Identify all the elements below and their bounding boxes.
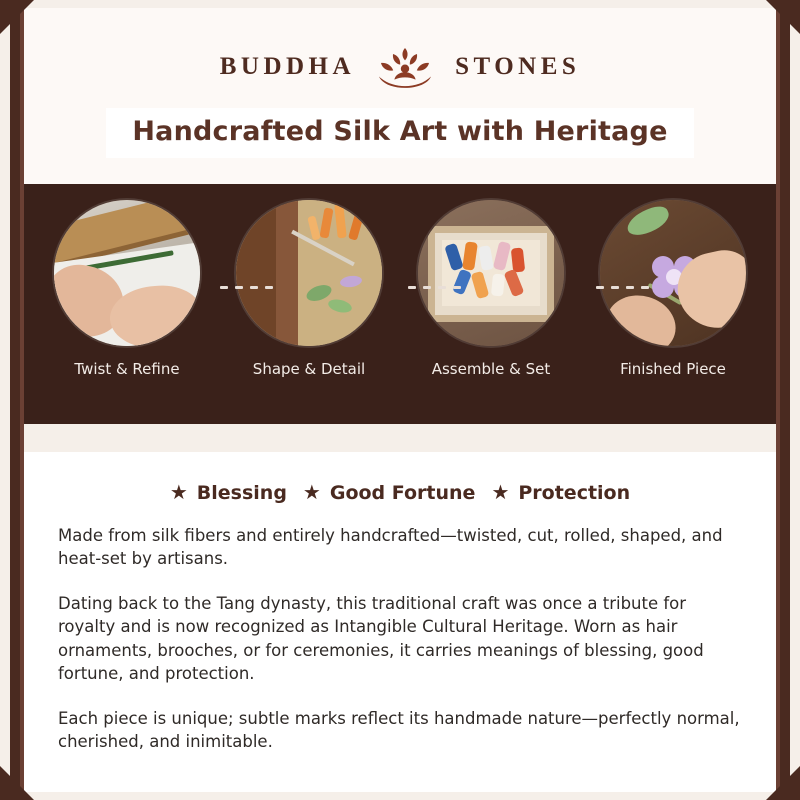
step-image-finished-piece [600, 200, 746, 346]
process-steps-strip [24, 184, 776, 424]
corner-bevel-top-left [0, 0, 34, 34]
step-label: Twist & Refine [74, 360, 180, 378]
step-connector-dots [220, 286, 273, 289]
content-area [24, 8, 776, 792]
benefit-label: Protection [518, 482, 631, 504]
brand-word-right: STONES [455, 53, 581, 80]
step-connector-dots [596, 286, 649, 289]
step-item [42, 200, 212, 378]
benefit-item-good-fortune [303, 482, 476, 504]
description-block [24, 520, 776, 753]
description-paragraph: Made from silk fibers and entirely handcrafted—twisted, cut, rolled, shaped, and heat-set by artisans. [58, 526, 723, 569]
step-label: Shape & Detail [252, 360, 366, 378]
header [24, 8, 776, 184]
corner-bevel-bottom-right [766, 766, 800, 800]
lotus-meditation-icon [373, 44, 437, 90]
corner-bevel-top-right [766, 0, 800, 34]
benefit-item-protection [491, 482, 630, 504]
page-title: Handcrafted Silk Art with Heritage [132, 116, 668, 147]
bottom-spacer [24, 774, 776, 792]
step-image-assemble-set [418, 200, 564, 346]
step-item [224, 200, 394, 378]
step-item [406, 200, 576, 378]
star-icon: ★ [302, 482, 321, 504]
star-icon: ★ [169, 482, 188, 504]
step-connector-dots [408, 286, 461, 289]
brand-word-left: BUDDHA [219, 53, 356, 80]
description-paragraph: Each piece is unique; subtle marks reflect its handmade nature—perfectly normal, cherished, and inimitable. [58, 708, 740, 751]
steps-row [24, 200, 776, 378]
step-item [588, 200, 758, 378]
divider-band [24, 424, 776, 452]
step-image-twist-refine [54, 200, 200, 346]
corner-bevel-bottom-left [0, 766, 34, 800]
star-icon: ★ [491, 482, 510, 504]
benefit-label: Blessing [196, 482, 287, 504]
step-image-shape-detail [236, 200, 382, 346]
brand-lockup [220, 44, 581, 90]
description-paragraph: Dating back to the Tang dynasty, this traditional craft was once a tribute for royalty and is now recognized as Intangible Cultural Heritage. Worn as hair ornaments, brooches, or for ceremonies, it carries meanings of blessing, good fortune, and protection. [58, 593, 704, 684]
benefit-item-blessing [170, 482, 287, 504]
step-label: Assemble & Set [431, 360, 551, 378]
title-band [106, 108, 693, 158]
benefit-label: Good Fortune [329, 482, 476, 504]
step-label: Finished Piece [620, 360, 726, 378]
benefits-row [24, 452, 776, 520]
body-section [24, 424, 776, 792]
